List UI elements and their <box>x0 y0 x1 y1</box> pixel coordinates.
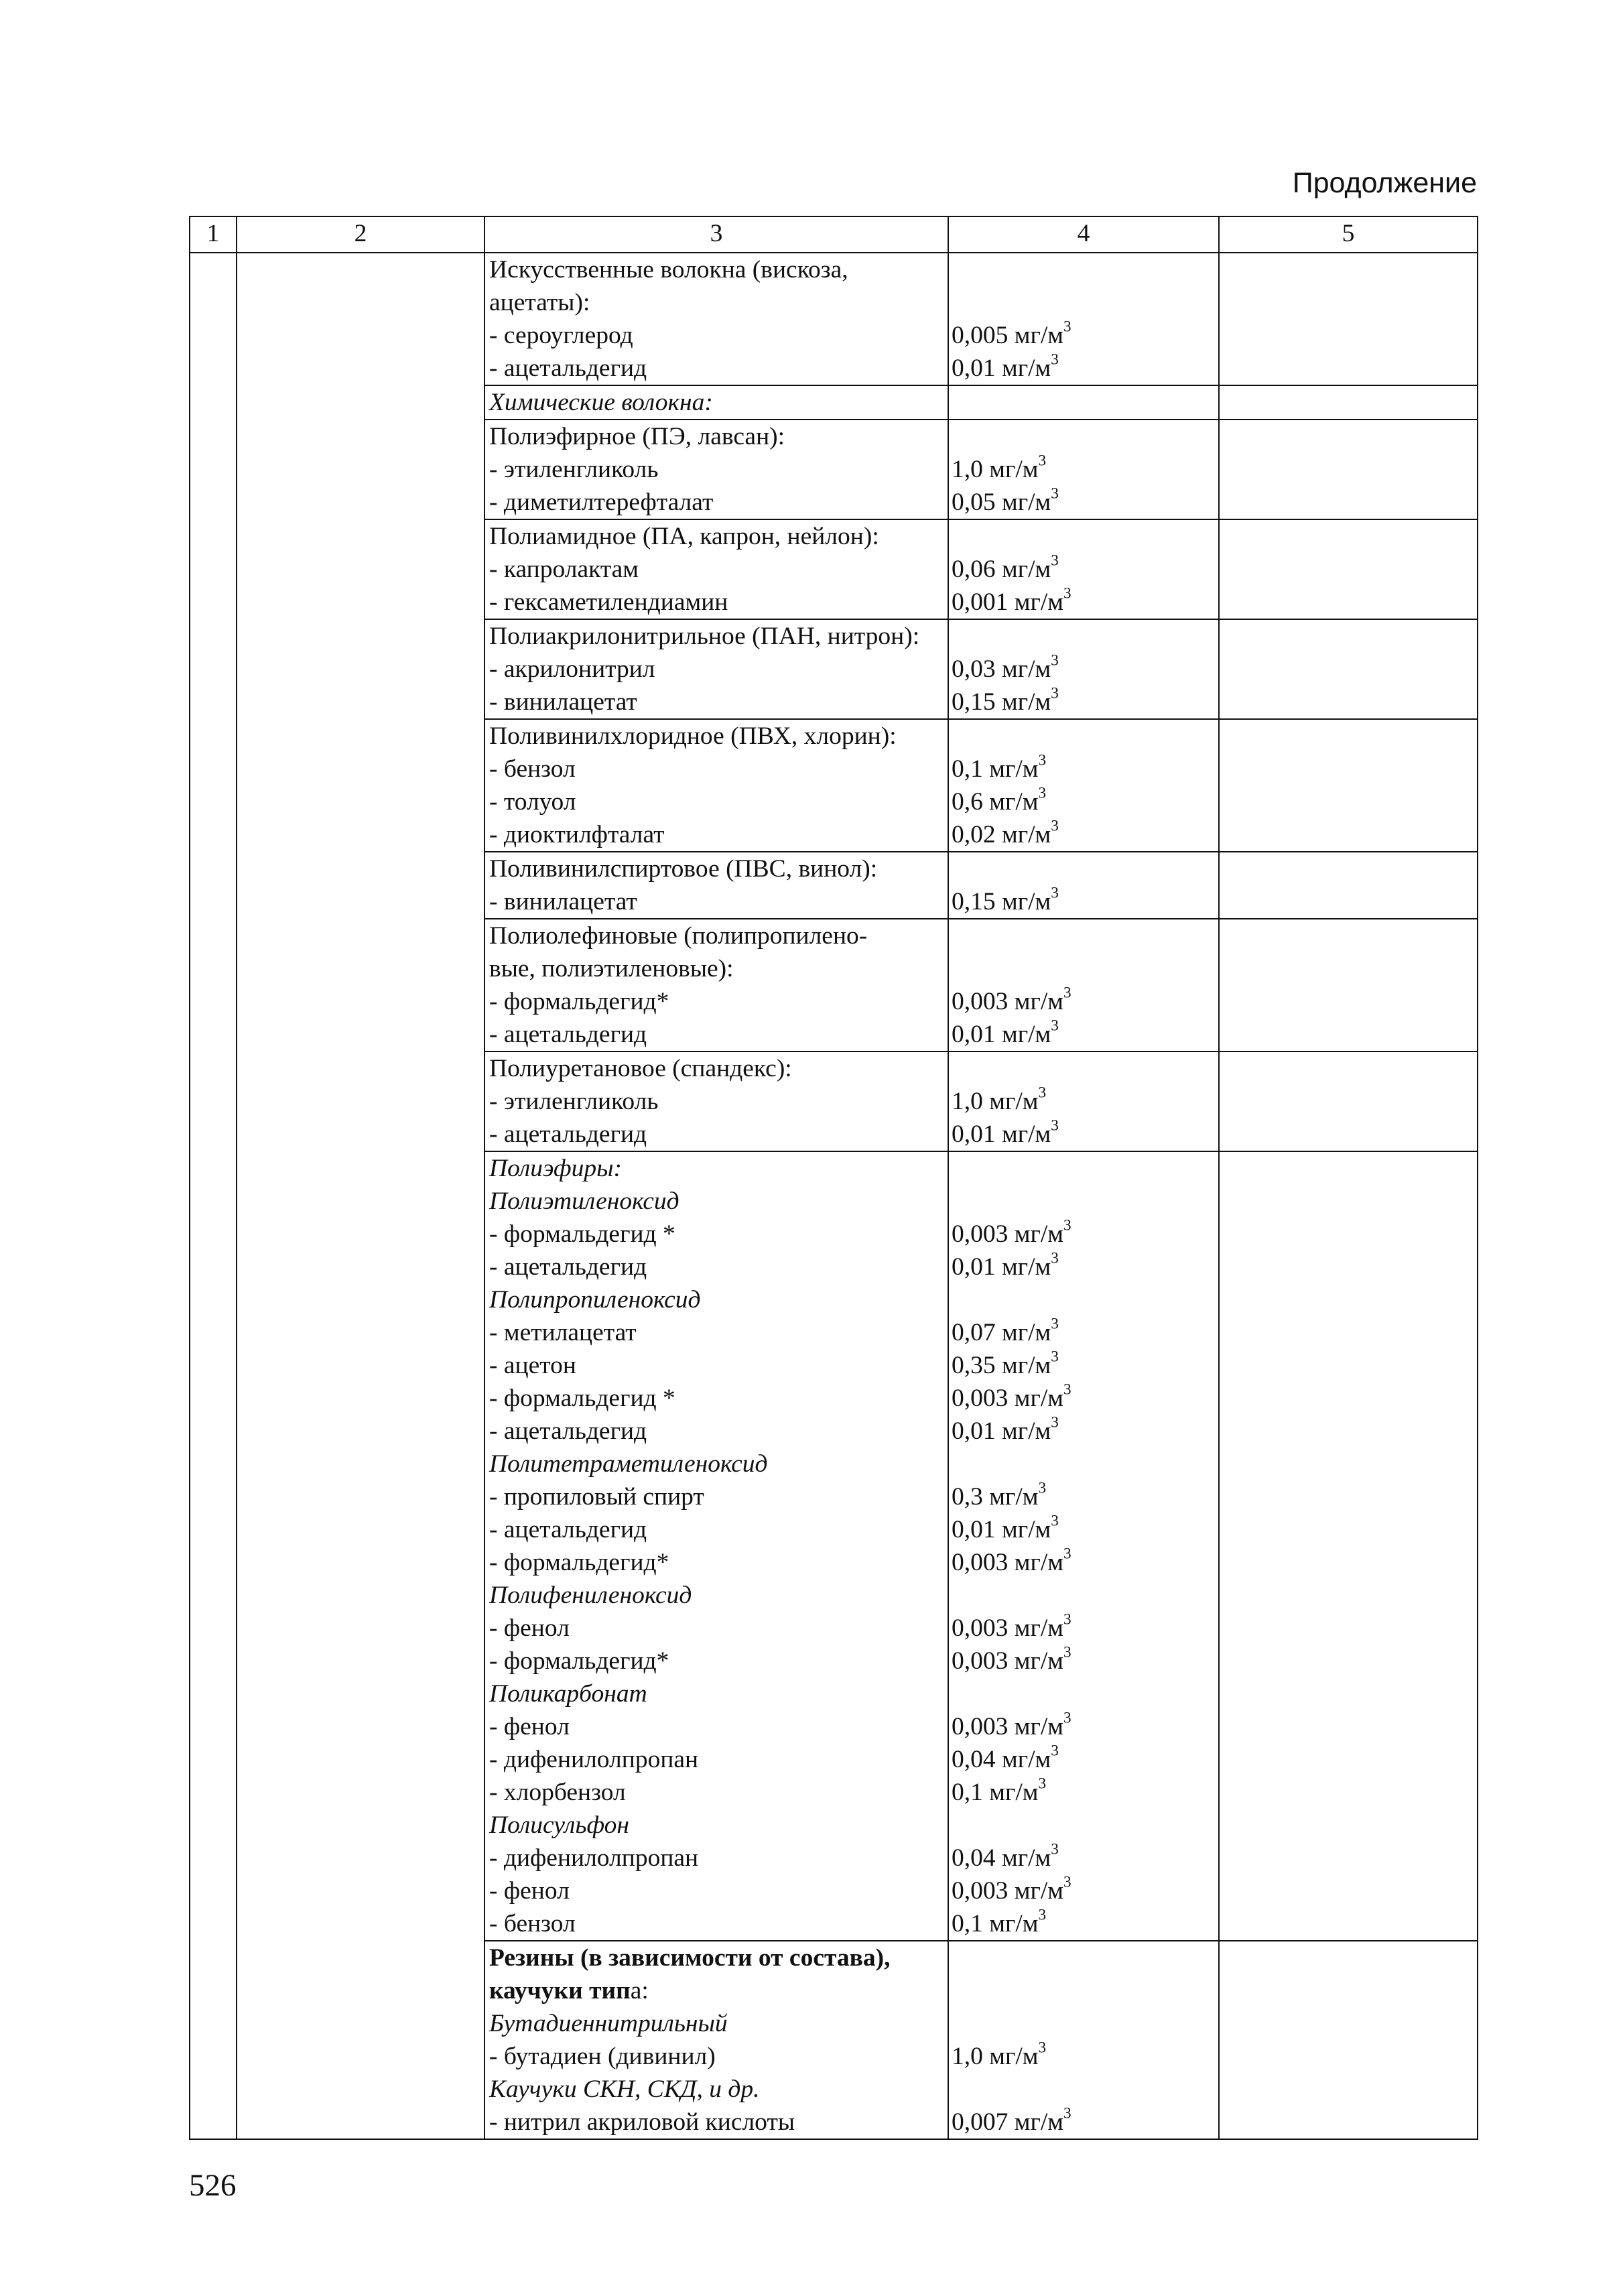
substance-text: - винилацетат <box>489 888 637 915</box>
unit-exponent: 3 <box>1051 1017 1059 1035</box>
column-5-cell <box>1219 1051 1478 1151</box>
concentration-value <box>952 952 1218 985</box>
substance-item <box>489 1218 948 1251</box>
substance-text: Полиолефиновые (полипропилено- <box>489 922 868 950</box>
unit-exponent: 3 <box>1051 1315 1059 1333</box>
concentration-value <box>952 586 1218 619</box>
concentration-value <box>952 1776 1218 1809</box>
substance-text: - нитрил акриловой кислоты <box>489 2108 795 2136</box>
substance-text: - этиленгликоль <box>489 456 659 483</box>
substance-text: Искусственные волокна (вискоза, <box>489 256 848 283</box>
column-5-cell <box>1219 420 1478 519</box>
substance-item <box>489 818 948 851</box>
concentration-text: 0,15 мг/м <box>952 888 1051 915</box>
concentration-value <box>952 1448 1218 1480</box>
concentration-value <box>952 1974 1218 2007</box>
concentration-text: 1,0 мг/м <box>952 456 1039 483</box>
substance-text: Полиэфирное (ПЭ, лавсан): <box>489 423 785 450</box>
concentration-value <box>952 1085 1218 1118</box>
concentration-value <box>952 1382 1218 1415</box>
substance-text: - капролактам <box>489 556 639 583</box>
concentration-text: 0,07 мг/м <box>952 1319 1051 1346</box>
substance-item <box>489 1018 948 1051</box>
concentration-value <box>952 453 1218 486</box>
substance-text: Полиакрилонитрильное (ПАН, нитрон): <box>489 623 920 650</box>
concentration-text: 0,03 мг/м <box>952 655 1051 683</box>
concentration-value <box>952 1218 1218 1251</box>
unit-exponent: 3 <box>1063 2104 1072 2122</box>
substance-text: - ацетальдегид <box>489 1417 647 1445</box>
substance-item <box>489 1480 948 1513</box>
concentration-value <box>952 1480 1218 1513</box>
concentration-text: 0,02 мг/м <box>952 821 1051 848</box>
concentration-value <box>952 885 1218 918</box>
concentration-value <box>952 1316 1218 1349</box>
substance-item <box>489 319 948 352</box>
group-heading <box>489 1052 948 1085</box>
concentration-value <box>952 1743 1218 1776</box>
substance-item <box>489 1710 948 1743</box>
concentration-value <box>952 620 1218 653</box>
substance-item <box>489 1743 948 1776</box>
group-heading <box>489 720 948 753</box>
concentration-cell <box>948 852 1219 919</box>
substance-text: - ацетальдегид <box>489 1253 647 1281</box>
concentration-value <box>952 1118 1218 1151</box>
concentration-cell <box>948 253 1219 385</box>
unit-exponent: 3 <box>1063 584 1072 602</box>
column-5-cell <box>1219 1151 1478 1941</box>
unit-exponent: 3 <box>1063 1873 1072 1891</box>
unit-exponent: 3 <box>1051 1742 1059 1760</box>
concentration-value <box>952 1283 1218 1316</box>
concentration-value <box>952 2007 1218 2040</box>
concentration-value <box>952 286 1218 319</box>
substance-text: Полипропиленоксид <box>489 1286 701 1314</box>
substance-text-tail: а: <box>630 1977 649 2004</box>
concentration-value <box>952 1579 1218 1612</box>
substance-text: Политетраметиленоксид <box>489 1450 768 1478</box>
unit-exponent: 3 <box>1038 1479 1047 1497</box>
concentration-cell <box>948 385 1219 420</box>
substance-item <box>489 2040 948 2073</box>
substance-text: - формальдегид * <box>489 1220 675 1248</box>
substance-text: Каучуки СКН, СКД, и др. <box>489 2076 760 2103</box>
substance-item <box>489 586 948 619</box>
concentration-value <box>952 785 1218 818</box>
substance-text: - хлорбензол <box>489 1779 626 1806</box>
group-heading <box>489 520 948 553</box>
unit-exponent: 3 <box>1051 350 1059 369</box>
concentration-value <box>952 1546 1218 1579</box>
unit-exponent: 3 <box>1038 2039 1047 2057</box>
concentration-text: 0,003 мг/м <box>952 988 1064 1015</box>
substance-cell <box>484 519 948 619</box>
concentration-text: 0,35 мг/м <box>952 1352 1051 1379</box>
substance-cell <box>484 385 948 420</box>
concentration-value <box>952 919 1218 952</box>
column-number: 5 <box>1219 216 1478 253</box>
substance-cell <box>484 1051 948 1151</box>
unit-exponent: 3 <box>1063 1709 1072 1727</box>
concentration-value <box>952 553 1218 586</box>
concentration-value <box>952 653 1218 686</box>
column-5-cell <box>1219 719 1478 852</box>
group-heading <box>489 1809 948 1842</box>
concentration-value <box>952 1415 1218 1448</box>
concentration-text: 0,6 мг/м <box>952 788 1039 816</box>
substance-text: - бутадиен (дивинил) <box>489 2043 716 2070</box>
substance-item <box>489 686 948 718</box>
substance-text: - формальдегид * <box>489 1385 675 1412</box>
concentration-value <box>952 686 1218 718</box>
unit-exponent: 3 <box>1038 1906 1047 1924</box>
concentration-value <box>952 1018 1218 1051</box>
substance-text: - формальдегид* <box>489 1549 669 1576</box>
substance-item <box>489 885 948 918</box>
concentration-text: 0,007 мг/м <box>952 2108 1064 2136</box>
substance-text: Полиэфиры: <box>489 1155 623 1182</box>
concentration-text: 0,15 мг/м <box>952 688 1051 716</box>
substance-cell <box>484 619 948 719</box>
concentration-value <box>952 1874 1218 1907</box>
concentration-value <box>952 753 1218 785</box>
group-heading <box>489 1941 948 1974</box>
concentration-text: 1,0 мг/м <box>952 2043 1039 2070</box>
substance-item <box>489 1349 948 1382</box>
substance-text: - дифенилолпропан <box>489 1746 699 1773</box>
substance-cell <box>484 253 948 385</box>
unit-exponent: 3 <box>1051 1512 1059 1530</box>
column-5-cell <box>1219 385 1478 420</box>
concentration-text: 0,1 мг/м <box>952 1779 1039 1806</box>
concentration-text: 0,05 мг/м <box>952 489 1051 516</box>
concentration-text: 0,1 мг/м <box>952 755 1039 783</box>
concentration-text: 0,003 мг/м <box>952 1647 1064 1675</box>
substance-text: - диметилтерефталат <box>489 489 714 516</box>
substance-item <box>489 1842 948 1874</box>
substance-text: - ацетальдегид <box>489 355 647 382</box>
group-heading <box>489 1579 948 1612</box>
unit-exponent: 3 <box>1063 1643 1072 1661</box>
unit-exponent: 3 <box>1038 784 1047 802</box>
substance-text: каучуки тип <box>489 1977 631 2004</box>
substance-text: Поликарбонат <box>489 1680 647 1708</box>
unit-exponent: 3 <box>1051 651 1059 669</box>
column-number: 1 <box>190 216 237 253</box>
substance-cell <box>484 1941 948 2139</box>
concentration-cell <box>948 1151 1219 1941</box>
substance-text: - ацетальдегид <box>489 1121 647 1148</box>
concentration-text: 0,01 мг/м <box>952 1417 1051 1445</box>
group-heading <box>489 2007 948 2040</box>
substance-item <box>489 1382 948 1415</box>
column-number: 3 <box>484 216 948 253</box>
unit-exponent: 3 <box>1063 1381 1072 1399</box>
concentration-cell <box>948 519 1219 619</box>
substance-item <box>489 1546 948 1579</box>
column-number: 2 <box>237 216 484 253</box>
column-5-cell <box>1219 1941 1478 2139</box>
column-5-cell <box>1219 519 1478 619</box>
group-heading <box>489 1283 948 1316</box>
concentration-value <box>952 420 1218 453</box>
unit-exponent: 3 <box>1051 684 1059 702</box>
substance-text: - формальдегид* <box>489 1647 669 1675</box>
substance-text: - дифенилолпропан <box>489 1844 699 1872</box>
substance-text: - пропиловый спирт <box>489 1483 704 1511</box>
substance-text: - гексаметилендиамин <box>489 588 728 616</box>
concentration-text: 0,003 мг/м <box>952 1713 1064 1740</box>
substance-text: Полиамидное (ПА, капрон, нейлон): <box>489 523 879 550</box>
substance-text: - ацетон <box>489 1352 576 1379</box>
unit-exponent: 3 <box>1063 1545 1072 1563</box>
substance-item <box>489 1316 948 1349</box>
substance-text: Бутадиеннитрильный <box>489 2010 728 2037</box>
group-heading <box>489 1185 948 1218</box>
group-heading <box>489 420 948 453</box>
group-heading <box>489 852 948 885</box>
unit-exponent: 3 <box>1051 1117 1059 1135</box>
concentration-value <box>952 2073 1218 2106</box>
concentration-value <box>952 1907 1218 1940</box>
column-number-row <box>190 216 1478 253</box>
substance-item <box>489 1251 948 1283</box>
concentration-value <box>952 1710 1218 1743</box>
substance-text: - фенол <box>489 1713 570 1740</box>
unit-exponent: 3 <box>1051 1348 1059 1366</box>
substance-item <box>489 1085 948 1118</box>
substance-item <box>489 1612 948 1645</box>
concentration-value <box>952 1349 1218 1382</box>
unit-exponent: 3 <box>1051 485 1059 503</box>
column-2-cell <box>237 253 484 2139</box>
substance-text: - толуол <box>489 788 576 816</box>
substances-table <box>189 216 1478 2140</box>
concentration-text: 0,1 мг/м <box>952 1910 1039 1937</box>
concentration-cell <box>948 1941 1219 2139</box>
concentration-value <box>952 319 1218 352</box>
group-heading <box>489 386 948 419</box>
substance-text: - фенол <box>489 1877 570 1905</box>
substance-text: Резины (в зависимости от состава), <box>489 1944 891 1972</box>
concentration-text: 1,0 мг/м <box>952 1088 1039 1115</box>
group-heading <box>489 286 948 319</box>
substance-cell <box>484 420 948 519</box>
unit-exponent: 3 <box>1038 751 1047 769</box>
concentration-text: 0,01 мг/м <box>952 1516 1051 1543</box>
concentration-text: 0,003 мг/м <box>952 1385 1064 1412</box>
concentration-value <box>952 1185 1218 1218</box>
unit-exponent: 3 <box>1063 318 1072 336</box>
concentration-text: 0,04 мг/м <box>952 1844 1051 1872</box>
substance-item <box>489 985 948 1018</box>
concentration-value <box>952 1152 1218 1185</box>
substance-text: - ацетальдегид <box>489 1516 647 1543</box>
substance-item <box>489 453 948 486</box>
substance-item <box>489 553 948 586</box>
concentration-value <box>952 1612 1218 1645</box>
substance-text: - ацетальдегид <box>489 1021 647 1048</box>
concentration-value <box>952 1941 1218 1974</box>
substance-text: Полисульфон <box>489 1811 629 1839</box>
unit-exponent: 3 <box>1051 817 1059 835</box>
substance-text: Химические волокна: <box>489 389 713 416</box>
concentration-value <box>952 720 1218 753</box>
substance-text: вые, полиэтиленовые): <box>489 955 734 982</box>
substance-cell <box>484 919 948 1051</box>
substance-item <box>489 1874 948 1907</box>
unit-exponent: 3 <box>1038 452 1047 470</box>
column-number: 4 <box>948 216 1219 253</box>
unit-exponent: 3 <box>1051 552 1059 570</box>
substance-item <box>489 1513 948 1546</box>
unit-exponent: 3 <box>1051 1249 1059 1267</box>
substance-cell <box>484 719 948 852</box>
column-5-cell <box>1219 852 1478 919</box>
substance-item <box>489 1776 948 1809</box>
concentration-cell <box>948 619 1219 719</box>
concentration-text: 0,003 мг/м <box>952 1220 1064 1248</box>
substance-item <box>489 352 948 385</box>
concentration-cell <box>948 919 1219 1051</box>
concentration-text: 0,001 мг/м <box>952 588 1064 616</box>
substance-item <box>489 785 948 818</box>
concentration-value <box>952 386 1218 419</box>
group-heading <box>489 1448 948 1480</box>
substance-item <box>489 753 948 785</box>
substance-item <box>489 1415 948 1448</box>
concentration-cell <box>948 420 1219 519</box>
page-number: 526 <box>189 2168 237 2203</box>
unit-exponent: 3 <box>1063 1610 1072 1629</box>
group-heading <box>489 620 948 653</box>
substance-item <box>489 1907 948 1940</box>
group-heading <box>489 1974 948 2007</box>
substance-item <box>489 1645 948 1677</box>
concentration-value <box>952 985 1218 1018</box>
substance-item <box>489 653 948 686</box>
concentration-text: 0,3 мг/м <box>952 1483 1039 1511</box>
substance-text: Полиэтиленоксид <box>489 1188 679 1215</box>
substance-text: - диоктилфталат <box>489 821 665 848</box>
concentration-cell <box>948 1051 1219 1151</box>
concentration-value <box>952 253 1218 286</box>
substance-text: Полифениленоксид <box>489 1582 692 1609</box>
group-heading <box>489 253 948 286</box>
concentration-text: 0,01 мг/м <box>952 1121 1051 1148</box>
unit-exponent: 3 <box>1051 1840 1059 1858</box>
substance-item <box>489 2106 948 2139</box>
substance-cell <box>484 1151 948 1941</box>
concentration-text: 0,01 мг/м <box>952 355 1051 382</box>
substance-text: - акрилонитрил <box>489 655 655 683</box>
continuation-label: Продолжение <box>1292 167 1477 199</box>
substance-text: - формальдегид* <box>489 988 669 1015</box>
substance-text: Поливинилспиртовое (ПВС, винол): <box>489 855 878 883</box>
concentration-value <box>952 486 1218 519</box>
unit-exponent: 3 <box>1051 1413 1059 1431</box>
unit-exponent: 3 <box>1063 984 1072 1002</box>
table-row <box>190 253 1478 385</box>
substance-text: - бензол <box>489 1910 576 1937</box>
concentration-text: 0,01 мг/м <box>952 1021 1051 1048</box>
concentration-value <box>952 520 1218 553</box>
substance-text: - бензол <box>489 755 576 783</box>
group-heading <box>489 952 948 985</box>
concentration-text: 0,005 мг/м <box>952 322 1064 349</box>
concentration-value <box>952 2106 1218 2139</box>
concentration-text: 0,01 мг/м <box>952 1253 1051 1281</box>
column-5-cell <box>1219 919 1478 1051</box>
concentration-value <box>952 1052 1218 1085</box>
concentration-text: 0,06 мг/м <box>952 556 1051 583</box>
substance-text: - сероуглерод <box>489 322 633 349</box>
group-heading <box>489 1677 948 1710</box>
concentration-text: 0,003 мг/м <box>952 1549 1064 1576</box>
unit-exponent: 3 <box>1038 1084 1047 1102</box>
concentration-text: 0,003 мг/м <box>952 1877 1064 1905</box>
substance-text: - фенол <box>489 1614 570 1642</box>
concentration-value <box>952 818 1218 851</box>
group-heading <box>489 2073 948 2106</box>
concentration-value <box>952 852 1218 885</box>
substance-text: - метилацетат <box>489 1319 637 1346</box>
substance-item <box>489 486 948 519</box>
unit-exponent: 3 <box>1038 1775 1047 1793</box>
concentration-value <box>952 1645 1218 1677</box>
substance-text: Поливинилхлоридное (ПВХ, хлорин): <box>489 722 897 750</box>
substance-text: - винилацетат <box>489 688 637 716</box>
concentration-value <box>952 1842 1218 1874</box>
concentration-text: 0,003 мг/м <box>952 1614 1064 1642</box>
column-1-cell <box>190 253 237 2139</box>
concentration-value <box>952 1677 1218 1710</box>
substance-text: ацетаты): <box>489 289 590 316</box>
concentration-value <box>952 2040 1218 2073</box>
column-5-cell <box>1219 253 1478 385</box>
substance-item <box>489 1118 948 1151</box>
concentration-value <box>952 352 1218 385</box>
group-heading <box>489 1152 948 1185</box>
concentration-cell <box>948 719 1219 852</box>
unit-exponent: 3 <box>1051 884 1059 902</box>
concentration-value <box>952 1513 1218 1546</box>
unit-exponent: 3 <box>1063 1216 1072 1234</box>
substance-text: Полиуретановое (спандекс): <box>489 1055 792 1082</box>
concentration-value <box>952 1251 1218 1283</box>
group-heading <box>489 919 948 952</box>
substance-text: - этиленгликоль <box>489 1088 659 1115</box>
concentration-text: 0,04 мг/м <box>952 1746 1051 1773</box>
column-5-cell <box>1219 619 1478 719</box>
substance-cell <box>484 852 948 919</box>
concentration-value <box>952 1809 1218 1842</box>
